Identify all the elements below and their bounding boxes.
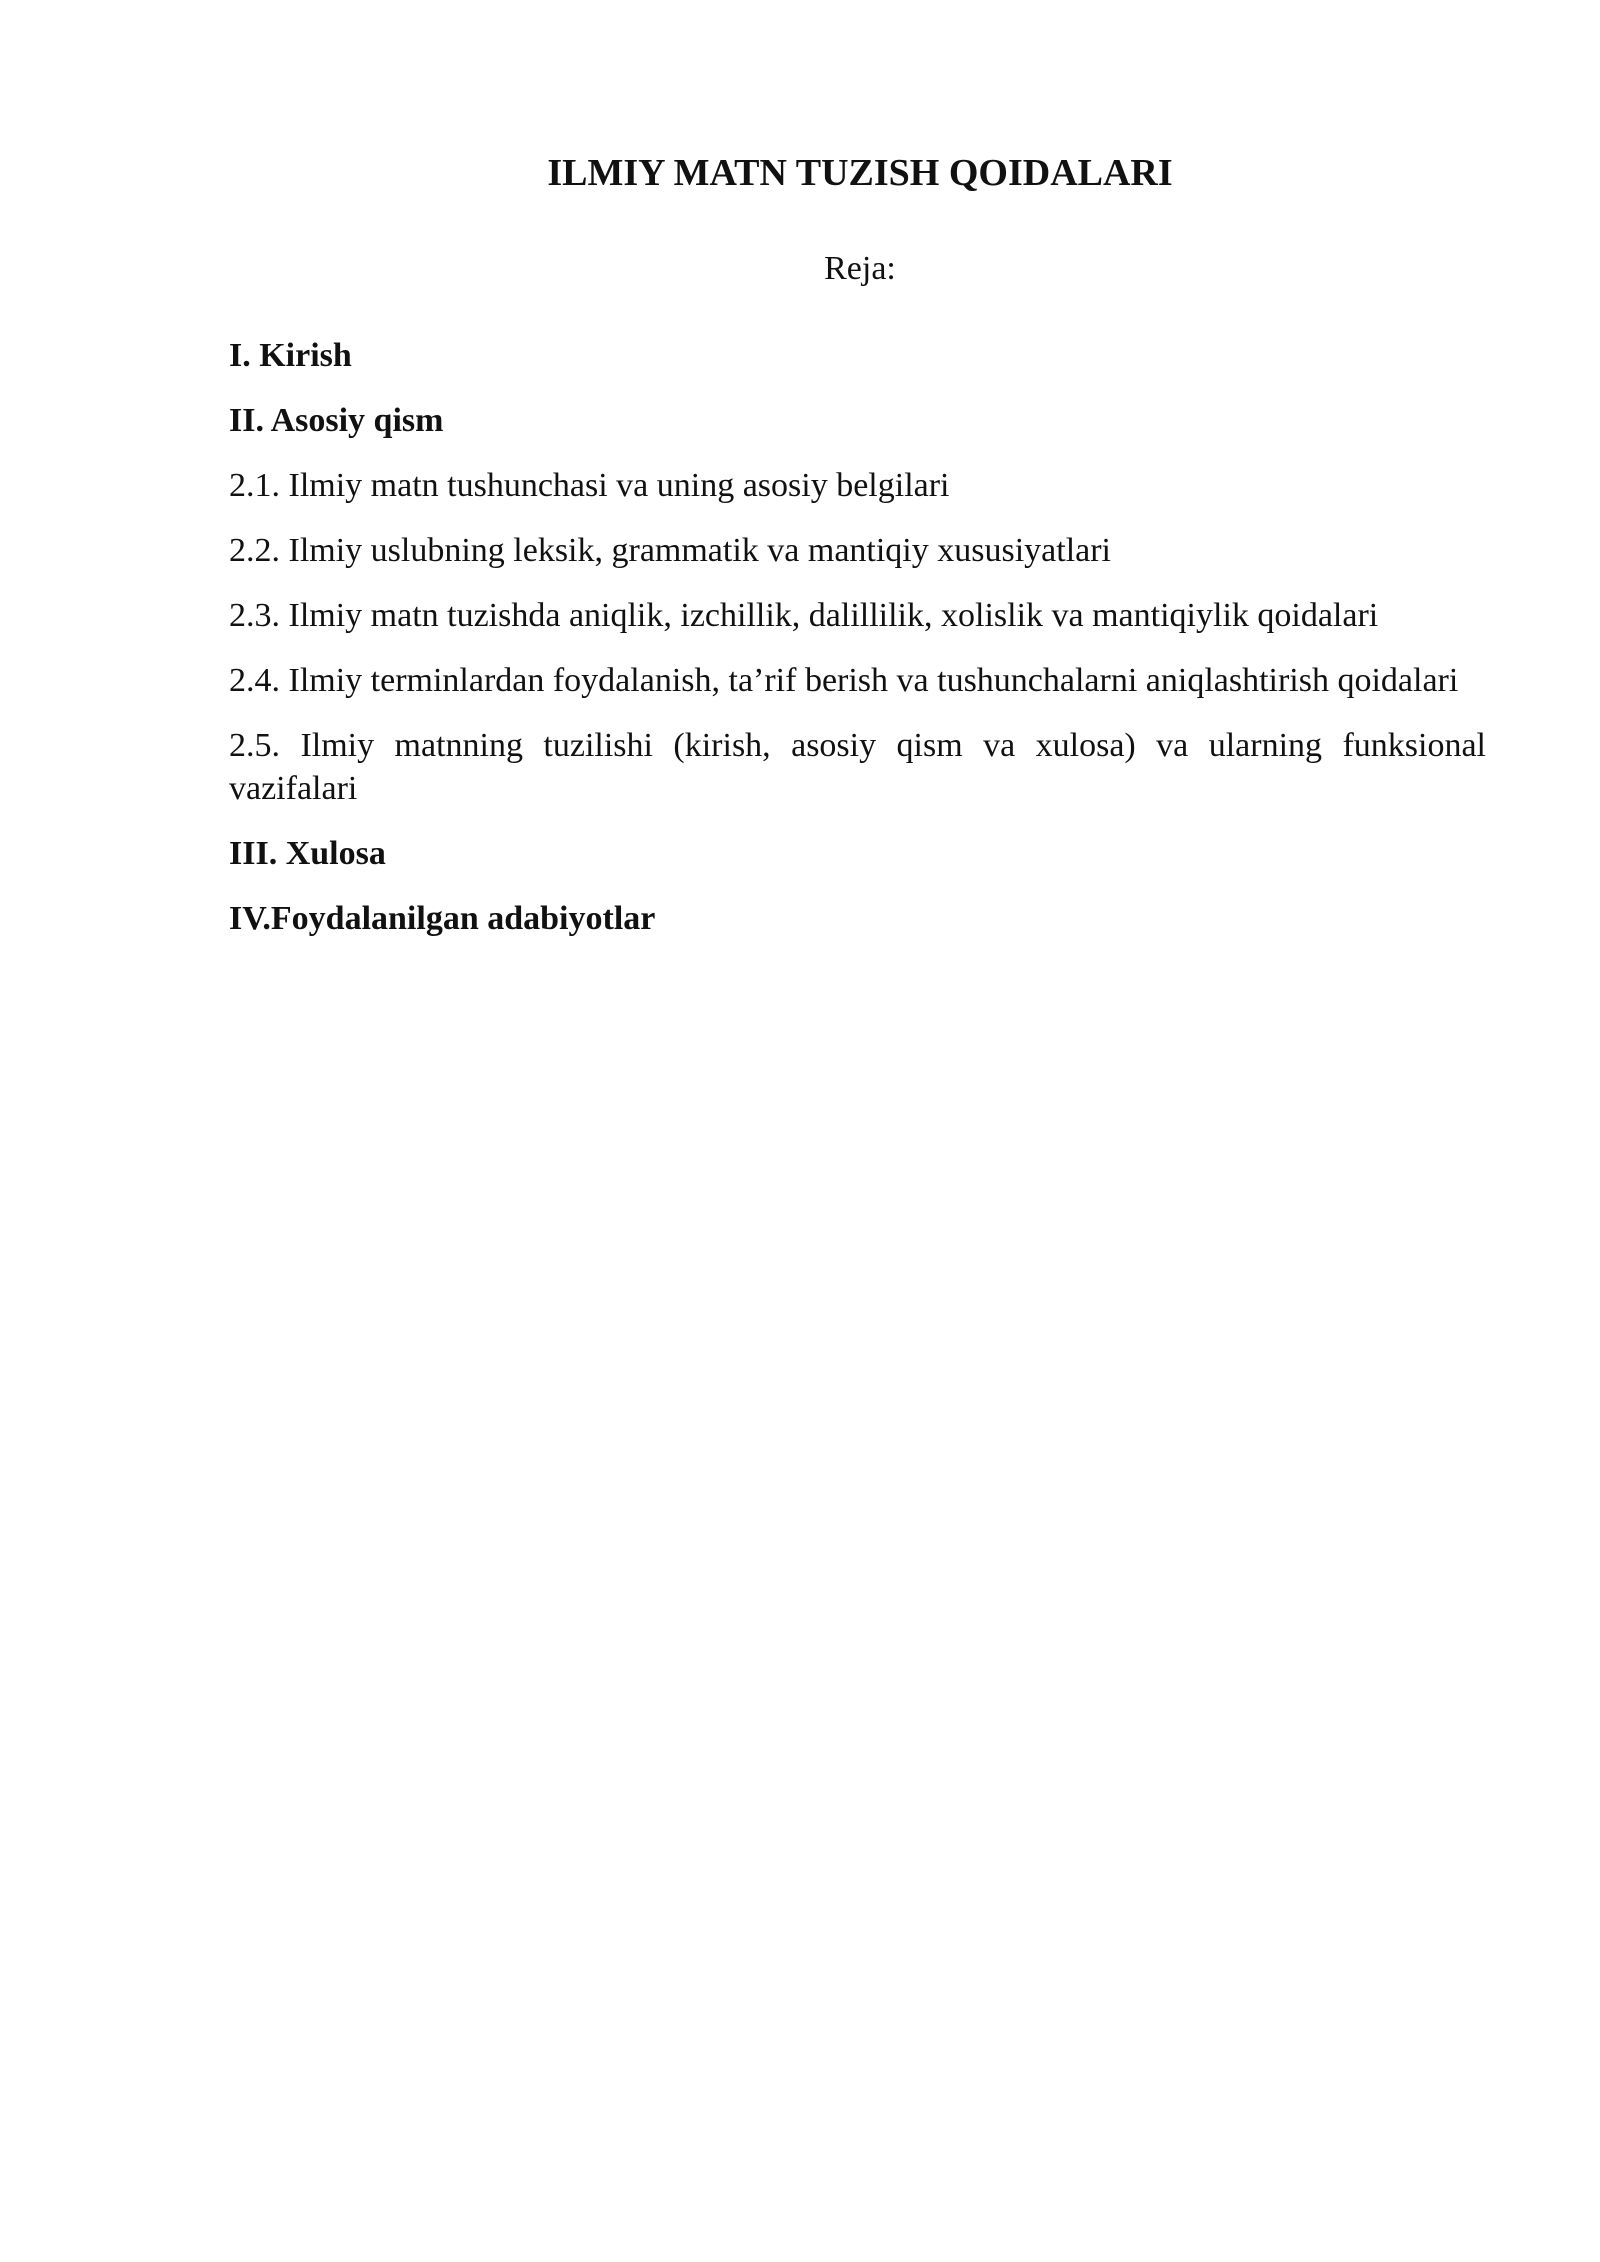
plan-label: Reja: (824, 250, 896, 287)
outline-item-2-4: 2.4. Ilmiy terminlardan foydalanish, ta’rif berish va tushunchalarni aniqlashtirish qoidalari (229, 662, 1459, 699)
outline-item-conclusion: III. Xulosa (229, 835, 386, 872)
outline-item-2-1: 2.1. Ilmiy matn tushunchasi va uning asosiy belgilari (229, 467, 950, 504)
outline-item-2-5: 2.5. Ilmiy matnning tuzilishi (kirish, asosiy qism va xulosa) va ularning funksional vazifalari (229, 727, 1486, 807)
outline-item-2-3: 2.3. Ilmiy matn tuzishda aniqlik, izchillik, dalillilik, xolislik va mantiqiylik qoidalari (229, 597, 1379, 634)
outline-item-2-2: 2.2. Ilmiy uslubning leksik, grammatik va mantiqiy xususiyatlari (229, 532, 1112, 569)
outline-item-main-part: II. Asosiy qism (229, 402, 444, 439)
outline-item-introduction: I. Kirish (229, 337, 352, 374)
document-title: ILMIY MATN TUZISH QOIDALARI (547, 152, 1173, 194)
outline-item-references: IV.Foydalanilgan adabiyotlar (229, 900, 656, 937)
plan-outline (229, 334, 1486, 962)
